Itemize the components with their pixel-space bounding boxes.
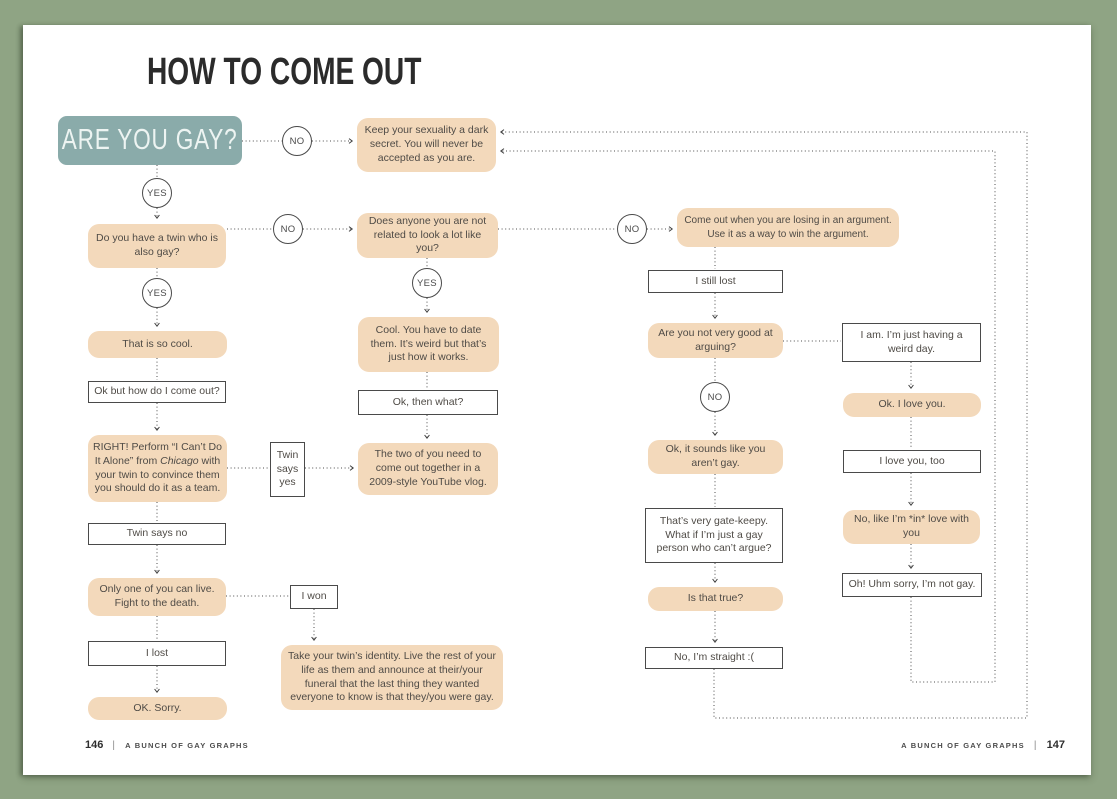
node-is-that-true: Is that true? (648, 587, 783, 611)
node-oh-sorry-not-gay: Oh! Uhm sorry, I’m not gay. (842, 573, 982, 597)
footer-book-title: A BUNCH OF GAY GRAPHS (901, 741, 1025, 750)
node-come-out-losing: Come out when you are losing in an argument. Use it as a way to win the argument. (677, 208, 899, 247)
footer-separator: | (112, 740, 117, 751)
node-twin-says-yes: Twin says yes (270, 442, 305, 497)
node-twin-says-no: Twin says no (88, 523, 226, 545)
node-ok-sorry: OK. Sorry. (88, 697, 227, 720)
decision-yes-1: YES (142, 178, 172, 208)
decision-yes-2: YES (142, 278, 172, 308)
decision-no-twin: NO (273, 214, 303, 244)
node-i-am-weird-day: I am. I’m just having a weird day. (842, 323, 981, 362)
node-i-love-you-too: I love you, too (843, 450, 981, 473)
footer-left (85, 739, 249, 751)
decision-yes-lookalike: YES (412, 268, 442, 298)
node-twin-question: Do you have a twin who is also gay? (88, 224, 226, 268)
node-youtube-vlog: The two of you need to come out together in a 2009-style YouTube vlog. (358, 443, 498, 495)
decision-no-top: NO (282, 126, 312, 156)
node-right-perform (88, 435, 227, 502)
node-gate-keepy: That’s very gate-keepy. What if I’m just a gay person who can’t argue? (645, 508, 783, 563)
node-ok-but-how: Ok but how do I come out? (88, 381, 226, 403)
node-that-is-cool: That is so cool. (88, 331, 227, 358)
node-ok-i-love-you: Ok. I love you. (843, 393, 981, 417)
page-title: HOW TO COME OUT (147, 51, 422, 93)
page-number-right: 147 (1046, 739, 1065, 751)
node-ok-then-what: Ok, then what? (358, 390, 498, 415)
node-in-love-with-you: No, like I’m *in* love with you (843, 510, 980, 544)
page-number-left: 146 (85, 739, 104, 751)
footer-right (901, 739, 1065, 751)
node-are-you-gay (58, 116, 242, 165)
node-sounds-not-gay: Ok, it sounds like you aren’t gay. (648, 440, 783, 474)
node-cool-date: Cool. You have to date them. It’s weird but that’s just how it works. (358, 317, 499, 372)
node-take-identity: Take your twin’s identity. Live the rest of your life as them and announce at their/your funeral that the last thing they wanted everyone to know is that they/you were gay. (281, 645, 503, 710)
start-node-label: ARE YOU GAY? (62, 124, 238, 157)
node-i-won: I won (290, 585, 338, 609)
node-right-perform-text: RIGHT! Perform “I Can’t Do It Alone” from Chicago with your twin to convince them you should do it as a team. (93, 440, 222, 495)
node-not-good-arguing: Are you not very good at arguing? (648, 323, 783, 358)
node-i-still-lost: I still lost (648, 270, 783, 293)
footer-book-title: A BUNCH OF GAY GRAPHS (125, 741, 249, 750)
decision-no-lookalike: NO (617, 214, 647, 244)
node-i-lost: I lost (88, 641, 226, 666)
node-no-im-straight: No, I’m straight :( (645, 647, 783, 669)
node-does-anyone: Does anyone you are not related to look a lot like you? (357, 213, 498, 258)
node-keep-secret: Keep your sexuality a dark secret. You will never be accepted as you are. (357, 118, 496, 172)
node-only-one-live: Only one of you can live. Fight to the death. (88, 578, 226, 616)
footer-separator: | (1033, 740, 1038, 751)
chicago-italic: Chicago (160, 454, 199, 467)
decision-no-arguing: NO (700, 382, 730, 412)
